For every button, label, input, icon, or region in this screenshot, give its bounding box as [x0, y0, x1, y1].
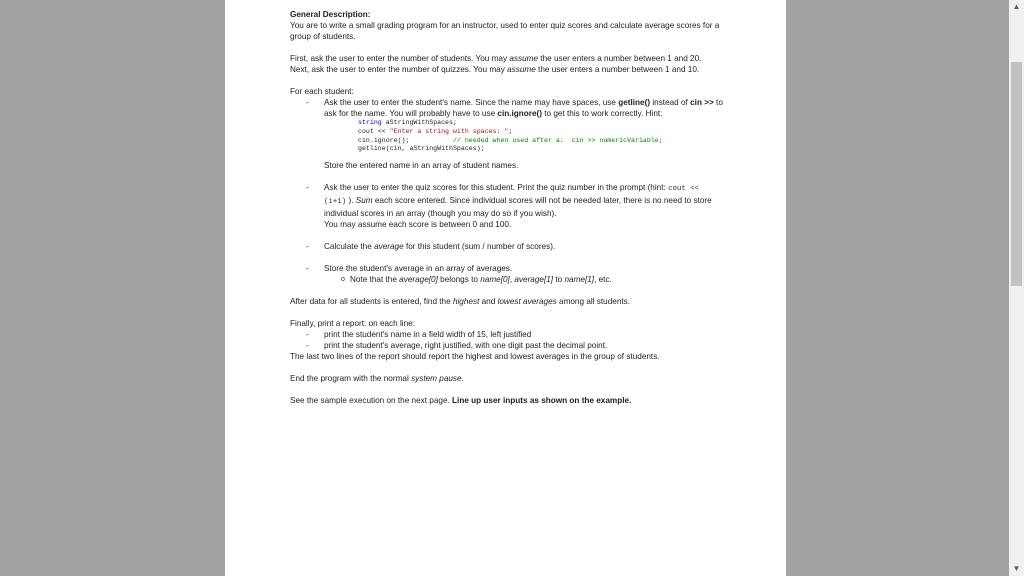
scroll-up-arrow-icon[interactable]: ▲ — [1012, 2, 1021, 11]
document-page — [225, 0, 786, 576]
report-item-name: - print the student's name in a field width of 15, left justified — [306, 330, 532, 340]
for-each-heading: For each student: — [290, 87, 354, 96]
document-content — [290, 9, 725, 406]
bullet-store-average: - Store the student's average in an array of averages. — [306, 264, 513, 274]
bullet-dash: - — [306, 330, 309, 340]
see-sample-paragraph: See the sample execution on the next page. Line up user inputs as shown on the example. — [290, 396, 632, 406]
after-paragraph: After data for all students is entered, find the highest and lowest averages among all students. — [290, 297, 631, 307]
report-item-average: - print the student's average, right justified, with one digit past the decimal point. — [306, 341, 608, 351]
intro-paragraph: You are to write a small grading program for an instructor, used to enter quiz scores and calculate average scores for a group of students. — [290, 21, 720, 41]
bullet-dash: - — [306, 341, 309, 351]
sub-bullet-note: o Note that the average[0] belongs to name[0], average[1] to name[1], etc. — [341, 275, 612, 285]
next-paragraph: Next, ask the user to enter the number of quizzes. You may assume the user enters a number between 1 and 10. — [290, 65, 700, 74]
last-two-lines-paragraph: The last two lines of the report should report the highest and lowest averages in the group of students. — [290, 352, 660, 362]
bullet-dash: - — [306, 264, 309, 274]
code-hint-block: string aStringWithSpaces; cout << "Enter a string with spaces: "; cin.ignore(); // needed when used after a: cin >> numericVariable; getline(cin, aStringWithSpaces); — [358, 119, 663, 153]
sub-bullet-circle: o — [341, 276, 345, 284]
bullet-name: - Ask the user to enter the student's name. Since the name may have spaces, use getline() instead of cin >> to ask for the name. You will probably have to use cin.ignore() to get this to work correctly. Hint: — [306, 98, 723, 118]
bullet-dash: - — [306, 183, 309, 193]
section-title: General Description: — [290, 10, 371, 19]
scrollbar-thumb[interactable] — [1011, 62, 1022, 286]
scroll-down-arrow-icon[interactable]: ▼ — [1012, 564, 1021, 573]
bullet-average: - Calculate the average for this student (sum / number of scores). — [306, 242, 556, 252]
bullet-dash: - — [306, 242, 309, 252]
vertical-scrollbar[interactable] — [1009, 0, 1024, 576]
store-names-text: Store the entered name in an array of student names. — [324, 161, 519, 171]
finally-paragraph: Finally, print a report: on each line: — [290, 319, 415, 329]
end-paragraph: End the program with the normal system pause. — [290, 374, 464, 384]
first-paragraph: First, ask the user to enter the number of students. You may assume the user enters a number between 1 and 20. — [290, 54, 702, 63]
bullet-dash: - — [306, 98, 309, 107]
bullet-scores: - Ask the user to enter the quiz scores for this student. Print the quiz number in the prompt (hint: cout << (i+1) ). Sum each score entered. Since individual scores will not be needed later, there is no need to store individual scores in an array (though you may do so if you wish). You may assume each score is between 0 and 100. — [306, 183, 712, 230]
